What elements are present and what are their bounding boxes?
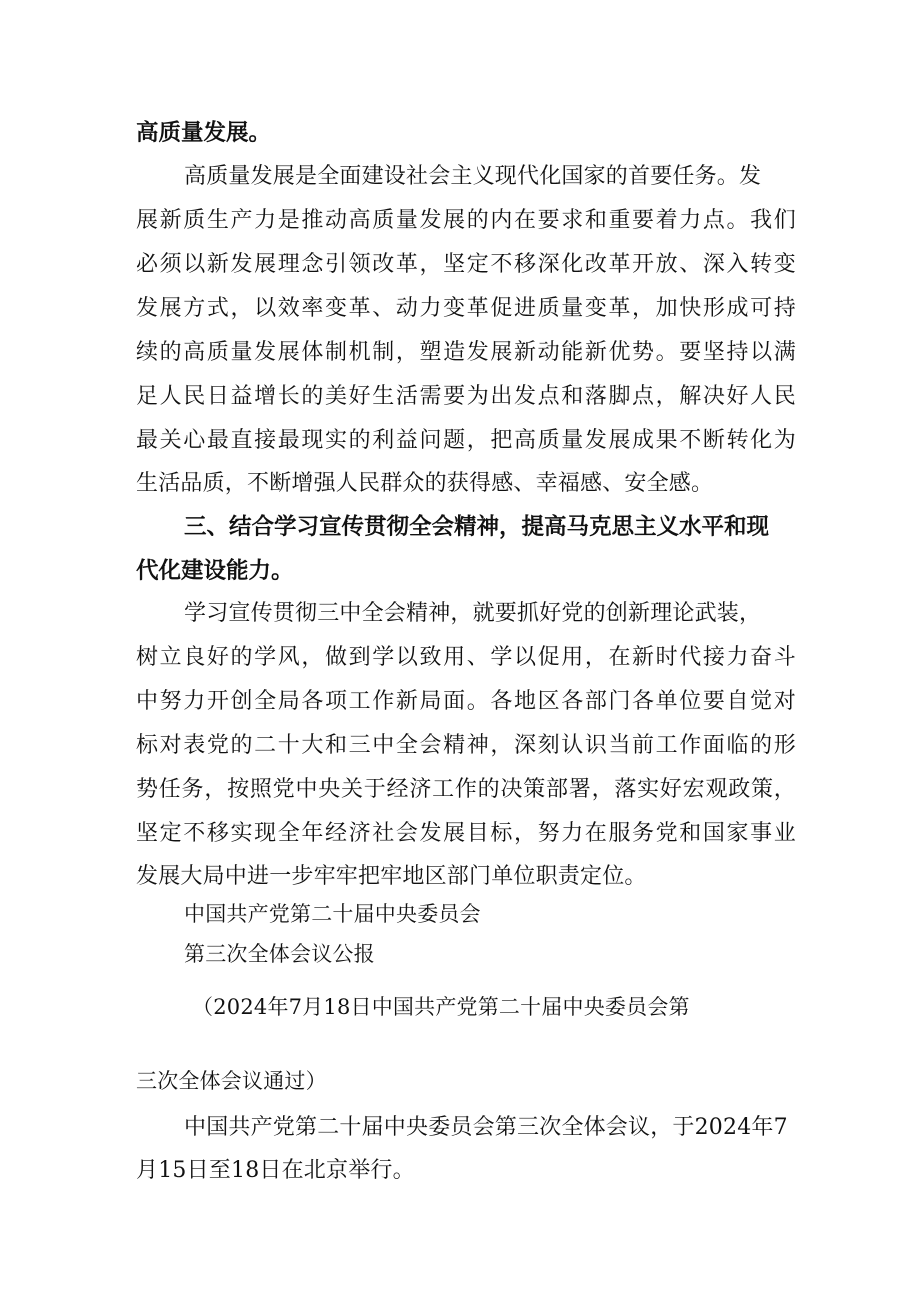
communique-date-note: 三次全体会议通过） <box>136 1069 327 1093</box>
paragraph-line: 高质量发展是全面建设社会主义现代化国家的首要任务。发 <box>184 164 762 189</box>
paragraph-line: 月15日至18日在北京举行。 <box>136 1158 415 1183</box>
paragraph-line: 树立良好的学风，做到学以致用、学以促用，在新时代接力奋斗 <box>136 645 796 670</box>
paragraph-line: 续的高质量发展体制机制，塑造发展新动能新优势。要坚持以满 <box>136 340 796 365</box>
paragraph-line: 学习宣传贯彻三中全会精神，就要抓好党的创新理论武装， <box>184 601 762 626</box>
section-heading: 代化建设能力。 <box>136 558 294 584</box>
paragraph-line: 展新质生产力是推动高质量发展的内在要求和重要着力点。我们 <box>136 208 796 233</box>
paragraph-line: 标对表党的二十大和三中全会精神，深刻认识当前工作面临的形 <box>136 733 796 758</box>
paragraph-line: 发展方式，以效率变革、动力变革促进质量变革，加快形成可持 <box>136 296 796 321</box>
section-heading: 三、结合学习宣传贯彻全会精神，提高马克思主义水平和现 <box>184 514 770 540</box>
paragraph-line: 势任务，按照党中央关于经济工作的决策部署，落实好宏观政策， <box>136 777 796 802</box>
paragraph-line: 发展大局中进一步牢牢把牢地区部门单位职责定位。 <box>136 864 647 889</box>
communique-title: 第三次全体会议公报 <box>184 942 375 966</box>
paragraph-line: 生活品质，不断增强人民群众的获得感、幸福感、安全感。 <box>136 471 714 496</box>
paragraph-line: 中国共产党第二十届中央委员会第三次全体会议，于2024年7 <box>184 1115 788 1140</box>
paragraph-line: 足人民日益增长的美好生活需要为出发点和落脚点，解决好人民 <box>136 384 796 409</box>
communique-date-note: （2024年7月18日中国共产党第二十届中央委员会第 <box>192 995 690 1019</box>
paragraph-line: 必须以新发展理念引领改革，坚定不移深化改革开放、深入转变 <box>136 252 796 277</box>
paragraph-line: 高质量发展。 <box>136 120 272 146</box>
communique-issuer: 中国共产党第二十届中央委员会 <box>184 902 481 926</box>
paragraph-line: 坚定不移实现全年经济社会发展目标，努力在服务党和国家事业 <box>136 821 796 846</box>
paragraph-line: 最关心最直接最现实的利益问题，把高质量发展成果不断转化为 <box>136 428 796 453</box>
paragraph-line: 中努力开创全局各项工作新局面。各地区各部门各单位要自觉对 <box>136 689 796 714</box>
